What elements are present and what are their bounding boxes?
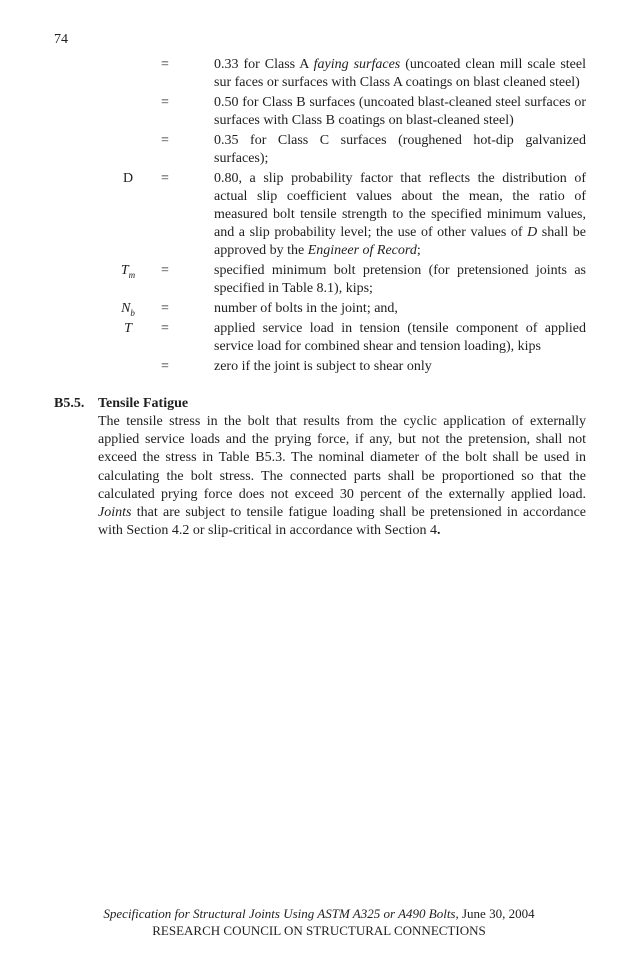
definition-text: 0.33 for Class A faying surfaces (uncoated clean mill scale steel sur faces or surfaces with Class A coatings on blast cleaned steel) [214,57,586,90]
definition-row [0,170,638,260]
page-number: 74 [54,32,68,47]
definition-row [0,300,638,318]
definition-row [0,262,638,298]
symbol-tm: $T_m$ [120,263,136,280]
section-title: Tensile Fatigue [98,396,189,411]
definition-row [0,320,638,356]
definition-text: number of bolts in the joint; and, [214,301,398,316]
definition-text: zero if the joint is subject to shear only [214,359,432,374]
equals-sign: = [161,321,169,336]
equals-sign: = [161,133,169,148]
equals-sign: = [161,95,169,110]
definition-text: 0.35 for Class C surfaces (roughened hot-dip galvanized surfaces); [214,133,586,166]
definition-text: 0.50 for Class B surfaces (uncoated blast-cleaned steel surfaces or surfaces with Class B coatings on blast-cleaned steel) [214,95,586,128]
definition-row [0,132,638,168]
footer-publisher: RESEARCH COUNCIL ON STRUCTURAL CONNECTIONS [152,923,486,938]
definition-text: applied service load in tension (tensile component of applied service load for combined shear and tension loading), kips [214,321,586,354]
equals-sign: = [161,301,169,316]
equals-sign: = [161,171,169,186]
definition-row [0,56,638,92]
equals-sign: = [161,263,169,278]
definition-text: specified minimum bolt pretension (for pretensioned joints as specified in Table 8.1), kips; [214,263,586,296]
footer-citation: Specification for Structural Joints Using ASTM A325 or A490 Bolts, June 30, 2004 [103,906,535,921]
symbol-t: T [124,321,132,336]
definition-text: 0.80, a slip probability factor that reflects the distribution of actual slip coefficient values about the mean, the ratio of measured bolt tensile strength to the specified minimum values, and a slip probability level; the use of other values of D shall be approved by the Engineer of Record; [214,171,586,258]
page-footer [0,905,638,939]
section-number: B5.5. [54,396,85,411]
definitions-list [0,56,638,378]
equals-sign: = [161,57,169,72]
definition-row [0,94,638,130]
section-body: The tensile stress in the bolt that results from the cyclic application of externally applied service loads and the prying force, if any, but not the pretension, shall not exceed the stress in Table B5.3. The nominal diameter of the bolt shall be used in calculating the bolt stress. The connected parts shall be proportioned so that the calculated prying force does not exceed 30 percent of the externally applied load. Joints that are subject to tensile fatigue loading shall be pretensioned in accordance with Section 4.2 or slip-critical in accordance with Section 4. [98,414,586,539]
equals-sign: = [161,359,169,374]
symbol-nb: $N_b$ [121,301,135,318]
definition-row [0,358,638,376]
symbol-d: D [122,171,134,186]
